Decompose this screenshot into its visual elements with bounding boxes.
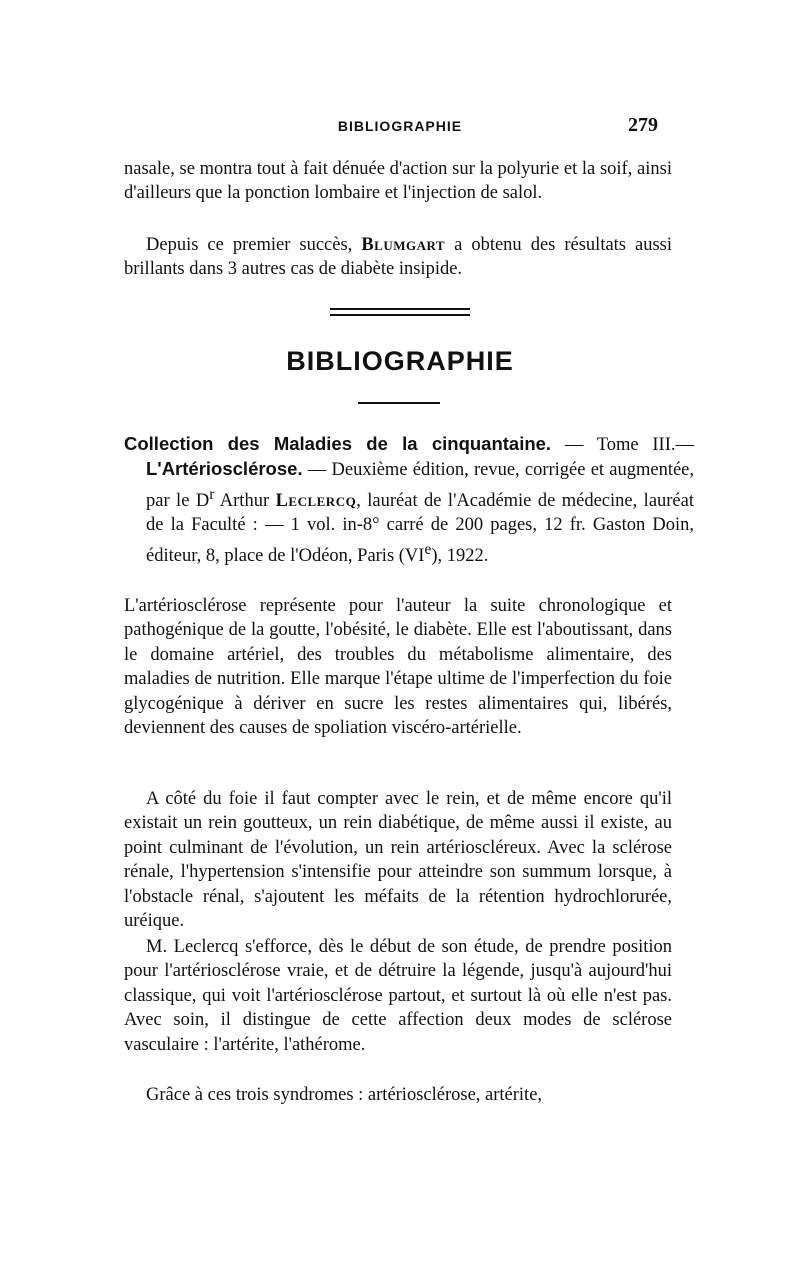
review-paragraph-4: Grâce à ces trois syndromes : artériosclérose, artérite, [146,1085,543,1105]
entry-text-1: — Deuxième édition, revue, corrigée et augmentée, par le D [146,460,695,511]
review-paragraph-3: M. Leclercq s'efforce, dès le début de son étude, de prendre position pour l'artériosclérose vraie, et de détruire la légende, jusqu'à aujourd'hui classique, qui voit l'artériosclérose partout, et surtout là où elle n'est pas. Avec soin, il distingue de cette affection deux modes de sclérose vasculaire : l'artérite, l'athérome. [124,937,672,1055]
bibliography-entry [124,432,694,568]
entry-dr-superscript: r [209,485,215,503]
page-number: 279 [628,114,658,136]
entry-collection-volume: — Tome III.— [564,435,694,455]
running-header: BIBLIOGRAPHIE [337,118,463,134]
entry-arrondissement-superscript: e [424,540,432,558]
entry-text-2: Arthur [219,490,270,511]
entry-book-title: L'Artériosclérose. [146,458,303,480]
ornament-line-top [330,308,470,310]
review-paragraph-2: A côté du foie il faut compter avec le rein, et de même encore qu'il existait un rein goutteux, un rein diabétique, de même aussi il existe, au point culminant de l'évolution, un rein artérioscléreux. Avec la sclérose rénale, l'hypertension s'intensifie pour atteindre son summum lorsque, à l'obstacle rénal, s'ajoutent les méfaits de la rétention hydrochlorurée, uréique. [124,789,672,932]
paragraph-blumgart [124,233,672,282]
review-paragraph-1: L'artériosclérose représente pour l'auteur la suite chronologique et pathogénique de la goutte, l'obésité, le diabète. Elle est l'aboutissant, dans le domaine artériel, des troubles du métabolisme alimentaire, des maladies de nutrition. Elle marque l'étape ultime de l'imperfection du foie glycogénique à dériver en sucre les restes alimentaires qui, libérés, deviennent des causes de spoliation viscéro-artérielle. [124,596,672,739]
paragraph-blumgart-start: Depuis ce premier succès, [146,235,353,255]
paragraph-continued: nasale, se montra tout à fait dénuée d'action sur la polyurie et la soif, ainsi d'ailleurs que la ponction lombaire et l'injection de salol. [124,159,672,204]
section-title: BIBLIOGRAPHIE [286,346,514,376]
author-name-leclercq: Leclercq [275,490,357,511]
author-name-blumgart: Blumgart [361,235,446,255]
entry-text-4: ), 1922. [431,545,489,566]
section-rule [358,402,440,404]
paragraph-blumgart-end: a obtenu des résultats aussi brillants dans 3 autres cas de diabète insipide. [124,235,673,280]
entry-text-3: , lauréat de l'Académie de médecine, lauréat de la Faculté : — 1 vol. in-8° carré de 200 pages, 12 fr. Gaston Doin, éditeur, 8, place de l'Odéon, Paris (VI [146,490,694,566]
entry-collection-title: Collection des Maladies de la cinquantaine. [124,433,552,454]
ornament-line-bottom [330,314,470,316]
